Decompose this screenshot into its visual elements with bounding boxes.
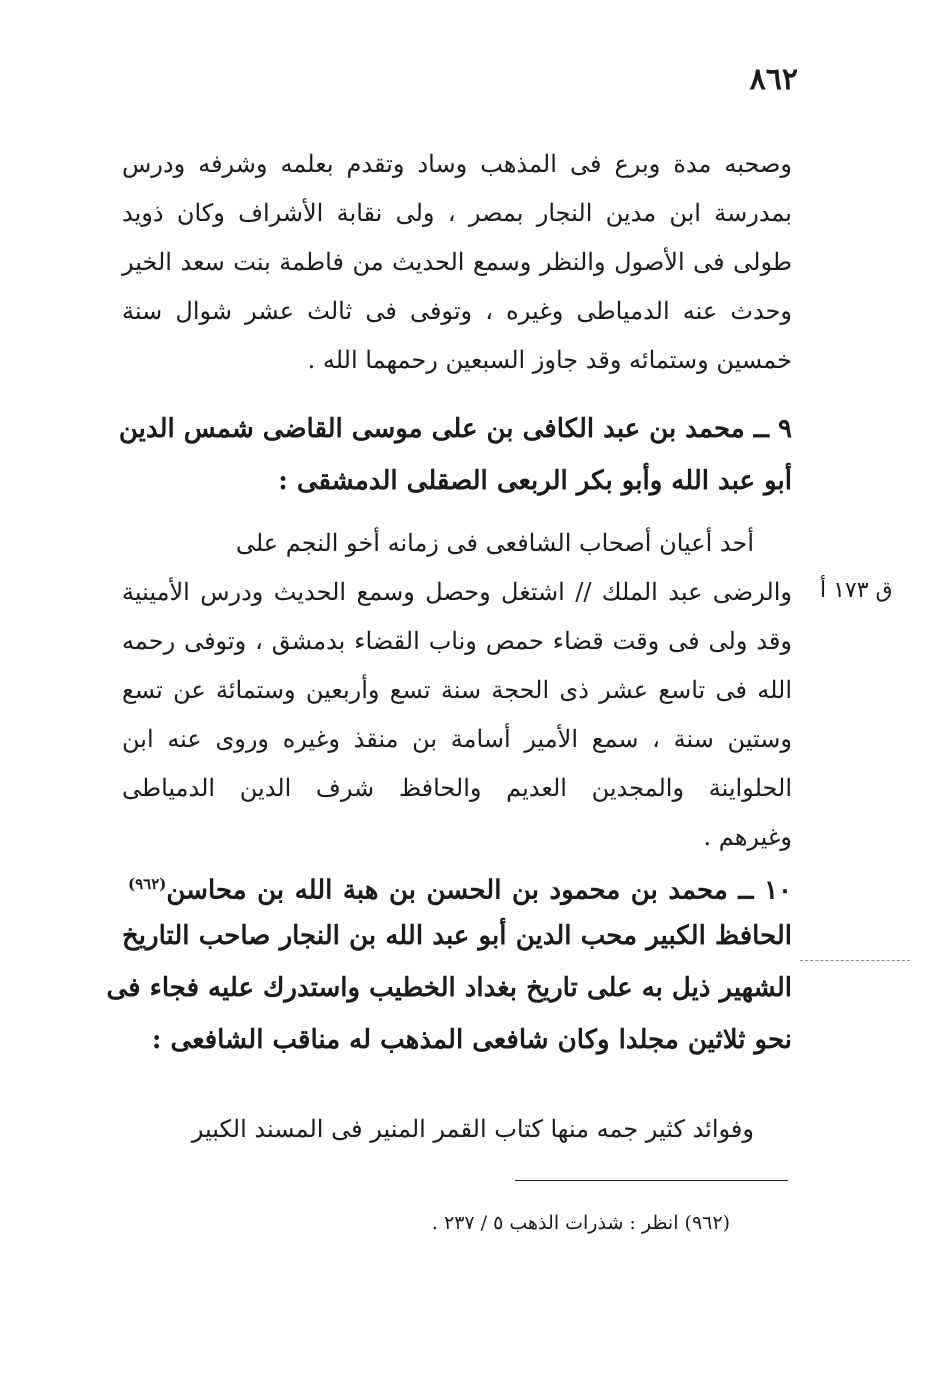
- text-line: وقد ولى فى وقت قضاء حمص وناب القضاء بدمشق ، وتوفى رحمه: [122, 627, 792, 655]
- heading-line: الشهير ذيل به على تاريخ بغداد الخطيب واستدرك عليه فجاء فى: [106, 973, 792, 1003]
- footnote: (٩٦٢) انظر : شذرات الذهب ٥ / ٢٣٧ .: [431, 1212, 730, 1234]
- heading-line: نحو ثلاثين مجلدا وكان شافعى المذهب له مناقب الشافعى :: [151, 1025, 792, 1055]
- text-line: وفوائد كثير جمه منها كتاب القمر المنير فى المسند الكبير: [191, 1115, 754, 1143]
- heading-line: الحافظ الكبير محب الدين أبو عبد الله بن النجار صاحب التاريخ: [122, 921, 792, 951]
- text-line: طولى فى الأصول والنظر وسمع الحديث من فاطمة بنت سعد الخير: [122, 248, 792, 276]
- paragraph-1: [122, 140, 792, 385]
- text-line: وحدث عنه الدمياطى وغيره ، وتوفى فى ثالث عشر شوال سنة: [122, 297, 792, 325]
- heading-line: أبو عبد الله وأبو بكر الربعى الصقلى الدمشقى :: [278, 466, 792, 496]
- paragraph-3: [122, 1105, 792, 1154]
- text-line: الحلواينة والمجدين العديم والحافظ شرف الدين الدمياطى: [122, 774, 792, 802]
- footnote-divider: [515, 1180, 788, 1181]
- heading-text: ١٠ ــ محمد بن محمود بن الحسن بن هبة الله بن محاسن: [166, 875, 792, 906]
- entry-9-heading: [118, 403, 792, 507]
- page-number: ٨٦٢: [749, 62, 798, 97]
- text-line: الله فى تاسع عشر ذى الحجة سنة تسع وأربعين وستمائة عن تسع: [122, 676, 792, 704]
- heading-line: ٩ ــ محمد بن عبد الكافى بن على موسى القاضى شمس الدين: [118, 414, 792, 444]
- heading-line: [122, 858, 792, 910]
- text-line: وستين سنة ، سمع الأمير أسامة بن منقذ وغيره وروى عنه ابن: [122, 725, 792, 753]
- text-line: وصحبه مدة وبرع فى المذهب وساد وتقدم بعلمه وشرفه ودرس: [122, 150, 792, 178]
- footnote-reference: (٩٦٢): [128, 875, 167, 893]
- text-line: خمسين وستمائه وقد جاوز السبعين رحمهما الله .: [307, 346, 792, 374]
- text-line: أحد أعيان أصحاب الشافعى فى زمانه أخو النجم على: [235, 529, 754, 557]
- scan-artifact-line: [800, 960, 910, 961]
- paragraph-2: [122, 519, 792, 862]
- text-line: وغيرهم .: [703, 823, 792, 851]
- manuscript-folio-marker: ق ١٧٣ أ: [820, 578, 893, 603]
- entry-10-heading: [106, 858, 792, 1066]
- text-line: والرضى عبد الملك // اشتغل وحصل وسمع الحديث ودرس الأمينية: [122, 578, 792, 606]
- text-line: بمدرسة ابن مدين النجار بمصر ، ولى نقابة الأشراف وكان ذويد: [122, 199, 792, 227]
